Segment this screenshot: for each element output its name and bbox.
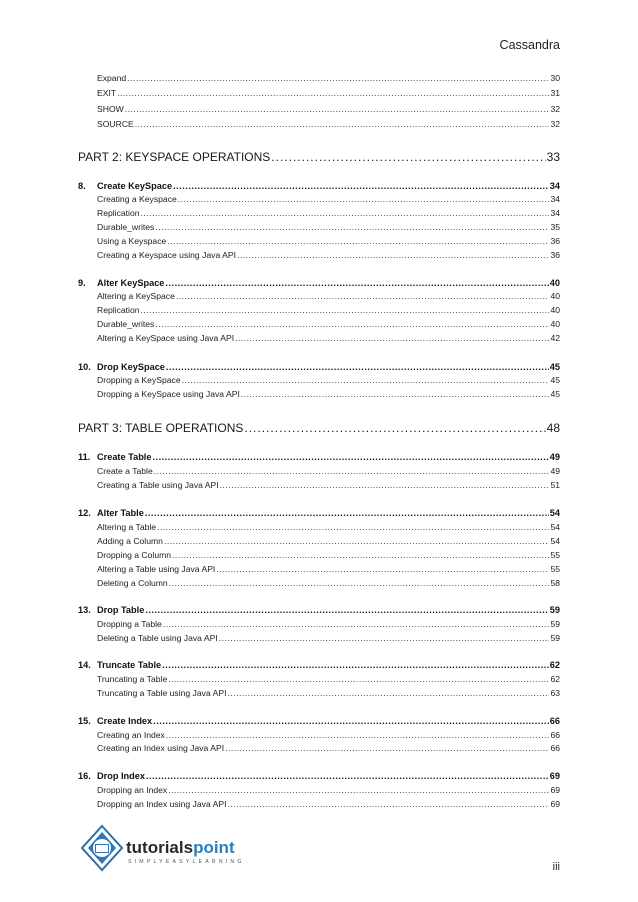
toc-entry-label: Altering a KeySpace bbox=[97, 291, 175, 301]
toc-section-entry[interactable] bbox=[78, 319, 560, 329]
toc-entry-label: Expand bbox=[97, 73, 127, 83]
svg-text:SIMPLYEASYLEARNING: SIMPLYEASYLEARNING bbox=[128, 859, 245, 865]
running-header: Cassandra bbox=[499, 38, 560, 52]
toc-chapter-entry[interactable] bbox=[78, 716, 560, 726]
toc-section-entry[interactable] bbox=[78, 389, 560, 399]
toc-chapter-entry[interactable] bbox=[78, 452, 560, 462]
toc-dot-leader bbox=[164, 536, 550, 546]
toc-entry-label: Creating an Index using Java API bbox=[97, 743, 225, 753]
toc-entry-label: Create KeySpace bbox=[97, 181, 173, 191]
toc-chapter-number: 16. bbox=[78, 771, 91, 781]
toc-section-entry[interactable] bbox=[78, 375, 560, 385]
toc-page-number: 54 bbox=[550, 536, 560, 546]
toc-dot-leader bbox=[152, 452, 548, 462]
toc-entry-label: Create Table bbox=[97, 452, 152, 462]
toc-page-number: 34 bbox=[550, 194, 560, 204]
toc-section-entry[interactable] bbox=[78, 194, 560, 204]
toc-page-number: 48 bbox=[546, 421, 560, 435]
toc-section-entry[interactable] bbox=[78, 619, 560, 629]
toc-chapter-number: 8. bbox=[78, 181, 86, 191]
toc-section-entry[interactable] bbox=[78, 73, 560, 83]
toc-dot-leader bbox=[157, 522, 549, 532]
toc-dot-leader bbox=[182, 375, 550, 385]
toc-section-entry[interactable] bbox=[78, 104, 560, 114]
toc-dot-leader bbox=[163, 619, 550, 629]
toc-section-entry[interactable] bbox=[78, 730, 560, 740]
toc-page-number: 40 bbox=[550, 319, 560, 329]
toc-page-number: 34 bbox=[550, 208, 560, 218]
toc-entry-label: Durable_writes bbox=[97, 319, 155, 329]
toc-section-entry[interactable] bbox=[78, 743, 560, 753]
toc-dot-leader bbox=[241, 389, 550, 399]
toc-chapter-entry[interactable] bbox=[78, 605, 560, 615]
toc-entry-label: Dropping an Index using Java API bbox=[97, 799, 227, 809]
toc-entry-label: Dropping a Column bbox=[97, 550, 172, 560]
toc-entry-label: Deleting a Table using Java API bbox=[97, 633, 218, 643]
toc-page-number: 45 bbox=[550, 389, 560, 399]
toc-dot-leader bbox=[225, 743, 549, 753]
toc-page-number: 40 bbox=[550, 291, 560, 301]
toc-entry-label: SHOW bbox=[97, 104, 124, 114]
toc-dot-leader bbox=[220, 480, 550, 490]
toc-section-entry[interactable] bbox=[78, 250, 560, 260]
toc-page-number: 59 bbox=[550, 633, 560, 643]
toc-dot-leader bbox=[271, 150, 545, 164]
toc-page-number: 31 bbox=[550, 88, 560, 98]
toc-entry-label: Replication bbox=[97, 305, 140, 315]
toc-dot-leader bbox=[219, 633, 550, 643]
toc-entry-label: Drop Table bbox=[97, 605, 145, 615]
toc-chapter-entry[interactable] bbox=[78, 278, 560, 288]
toc-page-number: 30 bbox=[550, 73, 560, 83]
tutorialspoint-logo bbox=[78, 824, 258, 874]
toc-chapter-number: 12. bbox=[78, 508, 91, 518]
toc-dot-leader bbox=[162, 660, 549, 670]
toc-dot-leader bbox=[227, 799, 549, 809]
toc-page-number: 36 bbox=[550, 250, 560, 260]
toc-page-number: 51 bbox=[550, 480, 560, 490]
toc-section-entry[interactable] bbox=[78, 466, 560, 476]
toc-entry-label: Dropping a KeySpace using Java API bbox=[97, 389, 240, 399]
toc-dot-leader bbox=[141, 208, 550, 218]
toc-entry-label: EXIT bbox=[97, 88, 117, 98]
toc-page-number: 55 bbox=[550, 550, 560, 560]
toc-dot-leader bbox=[176, 291, 550, 301]
toc-dot-leader bbox=[145, 508, 549, 518]
toc-section-entry[interactable] bbox=[78, 480, 560, 490]
toc-page-number: 49 bbox=[549, 452, 560, 462]
toc-dot-leader bbox=[127, 73, 549, 83]
toc-dot-leader bbox=[117, 88, 549, 98]
toc-entry-label: Alter KeySpace bbox=[97, 278, 165, 288]
toc-dot-leader bbox=[235, 333, 549, 343]
toc-section-entry[interactable] bbox=[78, 208, 560, 218]
toc-page-number: 54 bbox=[549, 508, 560, 518]
toc-entry-label: Replication bbox=[97, 208, 140, 218]
toc-section-entry[interactable] bbox=[78, 291, 560, 301]
toc-page-number: 40 bbox=[550, 305, 560, 315]
toc-page-number: 59 bbox=[550, 619, 560, 629]
toc-page-number: 54 bbox=[550, 522, 560, 532]
toc-section-entry[interactable] bbox=[78, 799, 560, 809]
toc-chapter-number: 14. bbox=[78, 660, 91, 670]
toc-entry-label: Creating a Table using Java API bbox=[97, 480, 219, 490]
toc-page-number: 66 bbox=[549, 716, 560, 726]
toc-entry-label: Creating a Keyspace bbox=[97, 194, 177, 204]
toc-entry-label: Deleting a Column bbox=[97, 578, 168, 588]
toc-page-number: 33 bbox=[546, 150, 560, 164]
toc-section-entry[interactable] bbox=[78, 688, 560, 698]
toc-section-entry[interactable] bbox=[78, 785, 560, 795]
toc-dot-leader bbox=[227, 688, 549, 698]
toc-dot-leader bbox=[168, 785, 549, 795]
toc-dot-leader bbox=[244, 421, 545, 435]
toc-page-number: 34 bbox=[549, 181, 560, 191]
svg-text:tutorialspoint: tutorialspoint bbox=[126, 838, 235, 857]
toc-page-number: 32 bbox=[550, 119, 560, 129]
toc-dot-leader bbox=[169, 578, 550, 588]
toc-section-entry[interactable] bbox=[78, 633, 560, 643]
toc-section-entry[interactable] bbox=[78, 564, 560, 574]
toc-dot-leader bbox=[172, 550, 549, 560]
toc-page-number: 69 bbox=[550, 799, 560, 809]
toc-entry-label: PART 3: TABLE OPERATIONS bbox=[78, 421, 244, 435]
toc-page-number: 66 bbox=[550, 743, 560, 753]
toc-entry-label: Truncating a Table using Java API bbox=[97, 688, 227, 698]
toc-entry-label: PART 2: KEYSPACE OPERATIONS bbox=[78, 150, 271, 164]
toc-section-entry[interactable] bbox=[78, 536, 560, 546]
toc-entry-label: Dropping an Index bbox=[97, 785, 168, 795]
toc-part-entry[interactable] bbox=[78, 150, 560, 164]
toc-page-number: 49 bbox=[550, 466, 560, 476]
toc-entry-label: Altering a KeySpace using Java API bbox=[97, 333, 235, 343]
toc-entry-label: Truncating a Table bbox=[97, 674, 168, 684]
toc-section-entry[interactable] bbox=[78, 674, 560, 684]
toc-dot-leader bbox=[167, 236, 549, 246]
toc-page-number: 45 bbox=[549, 362, 560, 372]
toc-dot-leader bbox=[166, 730, 550, 740]
toc-dot-leader bbox=[178, 194, 550, 204]
toc-entry-label: Dropping a KeySpace bbox=[97, 375, 181, 385]
toc-dot-leader bbox=[135, 119, 550, 129]
toc-entry-label: Creating an Index bbox=[97, 730, 165, 740]
toc-entry-label: Create a Table bbox=[97, 466, 153, 476]
toc-entry-label: Truncate Table bbox=[97, 660, 162, 670]
toc-dot-leader bbox=[125, 104, 550, 114]
toc-dot-leader bbox=[173, 181, 549, 191]
page-number: iii bbox=[552, 861, 560, 873]
toc-entry-label: Dropping a Table bbox=[97, 619, 162, 629]
toc-entry-label: Drop KeySpace bbox=[97, 362, 165, 372]
toc-dot-leader bbox=[146, 771, 549, 781]
toc-entry-label: Altering a Table using Java API bbox=[97, 564, 216, 574]
toc-entry-label: Alter Table bbox=[97, 508, 144, 518]
toc-entry-label: Adding a Column bbox=[97, 536, 163, 546]
toc-page-number: 40 bbox=[549, 278, 560, 288]
toc-page-number: 32 bbox=[550, 104, 560, 114]
toc-part-entry[interactable] bbox=[78, 421, 560, 435]
toc-section-entry[interactable] bbox=[78, 550, 560, 560]
toc-chapter-number: 13. bbox=[78, 605, 91, 615]
toc-page-number: 58 bbox=[550, 578, 560, 588]
toc-chapter-entry[interactable] bbox=[78, 771, 560, 781]
toc-page-number: 45 bbox=[550, 375, 560, 385]
toc-entry-label: Creating a Keyspace using Java API bbox=[97, 250, 237, 260]
toc-dot-leader bbox=[165, 278, 548, 288]
toc-section-entry[interactable] bbox=[78, 522, 560, 532]
toc-entry-label: Drop Index bbox=[97, 771, 145, 781]
toc-page-number: 66 bbox=[550, 730, 560, 740]
toc-page-number: 69 bbox=[549, 771, 560, 781]
toc-dot-leader bbox=[155, 222, 549, 232]
toc-entry-label: Using a Keyspace bbox=[97, 236, 167, 246]
toc-chapter-number: 10. bbox=[78, 362, 91, 372]
toc-page-number: 59 bbox=[549, 605, 560, 615]
toc-page-number: 62 bbox=[549, 660, 560, 670]
toc-chapter-entry[interactable] bbox=[78, 362, 560, 372]
toc-dot-leader bbox=[155, 319, 549, 329]
toc-dot-leader bbox=[141, 305, 550, 315]
toc-section-entry[interactable] bbox=[78, 222, 560, 232]
toc-entry-label: Durable_writes bbox=[97, 222, 155, 232]
toc-dot-leader bbox=[168, 674, 549, 684]
toc-dot-leader bbox=[166, 362, 549, 372]
toc-page-number: 69 bbox=[550, 785, 560, 795]
toc-chapter-entry[interactable] bbox=[78, 660, 560, 670]
toc-chapter-number: 11. bbox=[78, 452, 91, 462]
toc-dot-leader bbox=[145, 605, 548, 615]
toc-section-entry[interactable] bbox=[78, 88, 560, 98]
toc-page-number: 36 bbox=[550, 236, 560, 246]
toc-chapter-number: 15. bbox=[78, 716, 91, 726]
toc-chapter-entry[interactable] bbox=[78, 181, 560, 191]
toc-entry-label: SOURCE bbox=[97, 119, 134, 129]
toc-entry-label: Altering a Table bbox=[97, 522, 157, 532]
toc-page-number: 63 bbox=[550, 688, 560, 698]
toc-section-entry[interactable] bbox=[78, 236, 560, 246]
toc-dot-leader bbox=[154, 466, 550, 476]
toc-dot-leader bbox=[237, 250, 549, 260]
toc-chapter-entry[interactable] bbox=[78, 508, 560, 518]
toc-section-entry[interactable] bbox=[78, 333, 560, 343]
toc-page-number: 42 bbox=[550, 333, 560, 343]
toc-dot-leader bbox=[216, 564, 549, 574]
toc-page-number: 55 bbox=[550, 564, 560, 574]
toc-entry-label: Create Index bbox=[97, 716, 153, 726]
toc-chapter-number: 9. bbox=[78, 278, 86, 288]
toc-section-entry[interactable] bbox=[78, 578, 560, 588]
toc-section-entry[interactable] bbox=[78, 305, 560, 315]
toc-page-number: 35 bbox=[550, 222, 560, 232]
toc-dot-leader bbox=[153, 716, 549, 726]
toc-page-number: 62 bbox=[550, 674, 560, 684]
toc-section-entry[interactable] bbox=[78, 119, 560, 129]
